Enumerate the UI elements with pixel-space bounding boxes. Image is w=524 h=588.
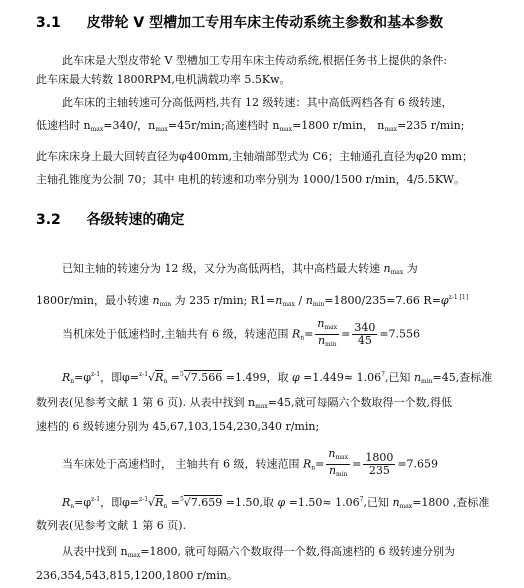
paragraph-line: 此车床床身上最大回转直径为φ400mm,主轴端部型式为 C6；主轴通孔直径为φ20 mm； bbox=[36, 150, 474, 163]
paragraph-line: 此车床最大转数 1800RPM,电机满载功率 5.5Kw。 bbox=[36, 73, 291, 86]
section-number: 3.2 bbox=[36, 212, 61, 228]
fraction: $\frac{n_{max}}{n_{min}}$ bbox=[317, 317, 338, 348]
paragraph-line: 从表中找到 $n_{max}=1800$, 就可每隔六个数取得一个数,得高速档的 6 级转速分别为 bbox=[62, 545, 455, 559]
paragraph-line: 已知主轴的转速分为 12 级，又分为高低两档，其中高档最大转速 $n_{max}$ 为 bbox=[62, 262, 418, 276]
section-heading-3-1 bbox=[36, 12, 443, 32]
paragraph-line: 此车床是大型皮带轮 V 型槽加工专用车床主传动系统,根据任务书上提供的条件: bbox=[62, 54, 448, 67]
section-number: 3.1 bbox=[36, 15, 61, 31]
section-heading-3-2 bbox=[36, 209, 185, 229]
section-title: 各级转速的确定 bbox=[86, 212, 185, 228]
section-title: 皮带轮 V 型槽加工专用车床主传动系统主参数和基本参数 bbox=[86, 15, 444, 31]
paragraph-line: 236,354,543,815,1200,1800 r/min。 bbox=[36, 569, 238, 582]
paragraph-line: 主轴孔锥度为公制 70；其中 电机的转速和功率分别为 1000/1500 r/min，4/5.5KW。 bbox=[36, 173, 466, 186]
fraction: $\frac{1800}{235}$ bbox=[365, 451, 394, 477]
paragraph-line: 数列表(见参考文献 1 第 6 页). bbox=[36, 519, 187, 532]
paragraph-line: 1800r/min，最小转速 $n_{min}$ 为 235 r/min; $R1=n_{max} / n_{min}=1800/235=7.66$ $R=\varphi^{z-1 [1]}$ bbox=[36, 294, 469, 308]
formula-line: $R_n=\varphi^{z-1}$，即$\varphi=^{z-1}√R_n =^5√7.659 =1.50$,取 $\varphi =1.50\approx 1.06^7$,已知 $n_{max}=1800$ ,查标准 bbox=[62, 496, 490, 510]
fraction: $\frac{n_{max}}{n_{min}}$ bbox=[328, 447, 349, 478]
paragraph-line: 低速档时 $n_{max}=340/$，$n_{max}=45r/\min$;高速档时 $n_{max}=1800$ r/min， $n_{max}=235$ r/min; bbox=[36, 119, 465, 133]
formula-line: 当机床处于低速档时,主轴共有 6 级，转速范围 $R_n=$ $\frac{n_{max}}{n_{min}}$ = $\frac{340}{45}$ =7.556 bbox=[62, 318, 420, 351]
paragraph-line: 此车床的主轴转速可分高低两档,共有 12 级转速：其中高低两档各有 6 级转速， bbox=[62, 96, 453, 109]
formula-line: 当车床处于高速档时， 主轴共有 6 级，转速范围 $R_n=$ $\frac{n_{max}}{n_{min}}$ = $\frac{1800}{235}$ =7.659 bbox=[62, 448, 438, 481]
paragraph-line: 数列表(见参考文献 1 第 6 页). 从表中找到 $n_{max}=45$,就可每隔六个数取得一个数,得低 bbox=[36, 396, 453, 410]
fraction: $\frac{340}{45}$ bbox=[354, 321, 376, 347]
paragraph-line: 速档的 6 级转速分别为 45,67,103,154,230,340 r/min; bbox=[36, 420, 320, 433]
formula-line: $R_n=\varphi^{z-1}$，即$\varphi=^{z-1}√R_n =^5√7.566 =1.499$，取 $\varphi =1.449\approx 1.06^7$,已知 $n_{min}=45$,查标准 bbox=[62, 371, 493, 385]
